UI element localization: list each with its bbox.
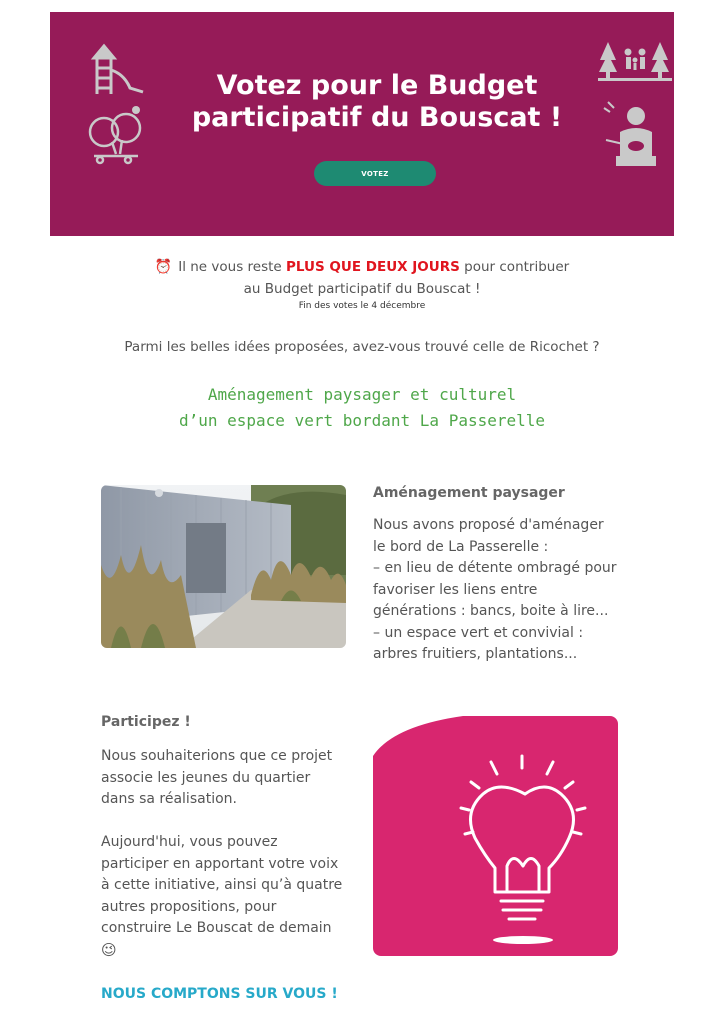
days-left-highlight: PLUS QUE DEUX JOURS bbox=[286, 259, 460, 275]
reminder-line2: au Budget participatif du Bouscat ! bbox=[243, 281, 481, 297]
project-title-line1: Aménagement paysager et culturel bbox=[207, 385, 517, 404]
ping-pong-icon bbox=[86, 104, 146, 166]
wink-emoji: 😉 bbox=[101, 941, 117, 959]
reminder-prefix: Il ne vous reste bbox=[178, 259, 282, 275]
vote-deadline: Fin des votes le 4 décembre bbox=[298, 301, 426, 311]
lightbulb-card bbox=[373, 716, 618, 956]
landscaping-heading: Aménagement paysager bbox=[373, 485, 565, 501]
vote-button[interactable]: VOTEZ bbox=[314, 161, 436, 186]
passerelle-photo bbox=[101, 485, 346, 648]
participate-text-2: Aujourd'hui, vous pouvez participer en apportant votre voix à cette initiative, ainsi qu’à quatre autres propositions, pour construire Le Bouscat de demain bbox=[101, 834, 343, 936]
project-title-line2: d’un espace vert bordant La Passerelle bbox=[178, 411, 546, 430]
forest-family-icon bbox=[598, 38, 672, 82]
landscaping-text: Nous avons proposé d'aménager le bord de La Passerelle : – en lieu de détente ombragé pour favoriser les liens entre générations : bancs, boite à lire... – un espace vert et convivial : arbres fruitiers, plantations... bbox=[373, 517, 617, 662]
count-on-you-cta: NOUS COMPTONS SUR VOUS ! bbox=[101, 986, 338, 1002]
participate-heading: Participez ! bbox=[101, 714, 191, 730]
header-banner bbox=[50, 12, 674, 236]
reminder-suffix: pour contribuer bbox=[464, 259, 570, 275]
ricochet-question: Parmi les belles idées proposées, avez-vous trouvé celle de Ricochet ? bbox=[124, 339, 600, 355]
guitar-player-icon bbox=[602, 98, 664, 168]
reminder-text bbox=[80, 256, 644, 300]
playground-slide-icon bbox=[88, 38, 146, 98]
project-title bbox=[80, 382, 644, 434]
participate-text-1: Nous souhaiterions que ce projet associe les jeunes du quartier dans sa réalisation. bbox=[101, 748, 333, 807]
alarm-clock-icon: ⏰ bbox=[154, 259, 173, 275]
banner-title: Votez pour le Budget participatif du Bouscat ! bbox=[191, 70, 563, 133]
